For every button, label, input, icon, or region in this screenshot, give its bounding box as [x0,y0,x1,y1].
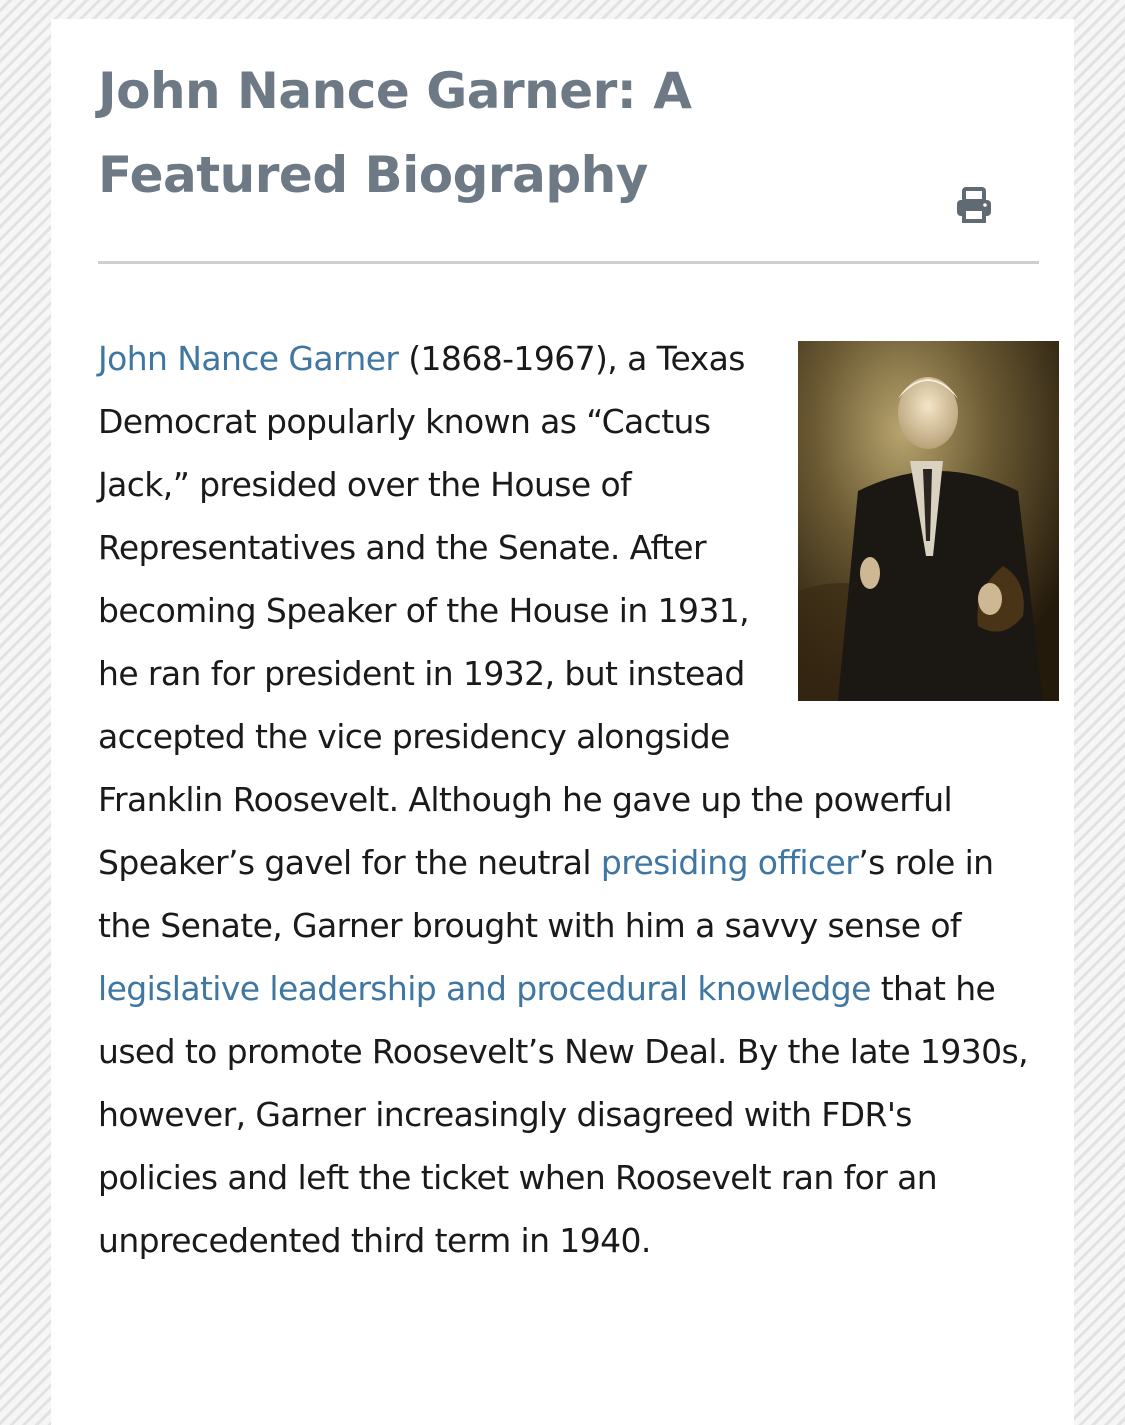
text-segment-3: that he used to promote Roosevelt’s New Deal. By the late 1930s, however, Garner increasingly disagreed with FDR's policies and left the ticket when Roosevelt ran for an unprecedented third term in 1940. [98,969,1028,1260]
biography-article [98,327,1039,1272]
title-divider [98,261,1039,264]
printer-icon-graphic [954,185,994,225]
page-title: John Nance Garner: A Featured Biography [98,62,692,204]
link-john-nance-garner[interactable]: John Nance Garner [98,339,399,378]
link-legislative-leadership[interactable]: legislative leadership and procedural knowledge [98,969,871,1008]
link-presiding-officer[interactable]: presiding officer [600,843,859,882]
text-segment-2: ’s role in the Senate, Garner brought with him a savvy sense of [98,843,994,945]
printer-icon[interactable] [954,185,994,225]
title-row [98,49,1039,261]
content-card [51,19,1074,1425]
text-segment-1: (1868-1967), a Texas Democrat popularly known as “Cactus Jack,” presided over the House of Representatives and the Senate. After becoming Speaker of the House in 1931, he ran for president in 1932, but instead accepted the vice presidency alongside Franklin Roosevelt. Although he gave up the powerful Speaker’s gavel for the neutral [98,339,953,882]
portrait-image [798,341,1059,701]
